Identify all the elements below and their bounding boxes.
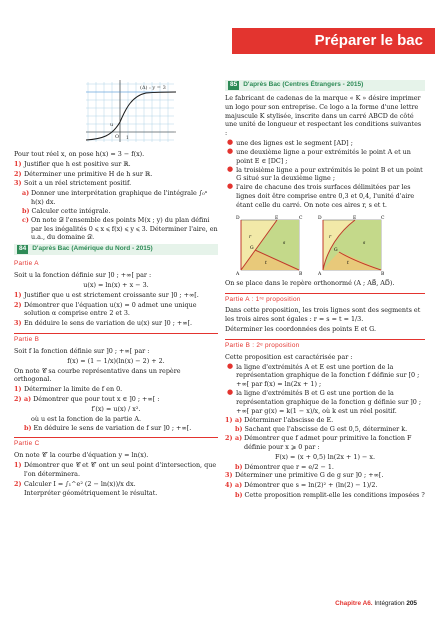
label-G: G (334, 247, 338, 253)
ex85-part-a-text2: Déterminer les coordonnées des points E et G. (225, 325, 377, 334)
intro-q2: Déterminer une primitive H de h sur ℝ. (24, 169, 153, 178)
ex85-part-a-heading: Partie A : 1ʳᵉ proposition (225, 293, 425, 305)
ex85-q1b: Sachant que l'abscisse de G est 0,5, déterminer k. (244, 425, 408, 434)
label-D: D (318, 215, 322, 221)
part-b-formula2: f′(x) = u(x) / x². (91, 404, 141, 413)
page-number: 205 (406, 600, 417, 608)
label-B: B (381, 271, 385, 276)
exercise-title: D'après Bac (Centres Étrangers - 2015) (243, 81, 364, 88)
ex85-q3: Déterminer une primitive G de g sur ]0 ; +∞[. (235, 471, 384, 480)
logo-segments-figure (235, 214, 307, 276)
label-s: s (283, 240, 286, 246)
b-q2b: En déduire le sens de variation de f sur ]0 ; +∞[. (33, 423, 192, 432)
exercise-84-header (14, 244, 218, 255)
logo-curves-figure (317, 214, 389, 276)
ex85-bullet-1: une des lignes est le segment [AD] ; (236, 139, 353, 148)
ex85-text: Le fabricant de cadenas de la marque « K » désire imprimer un logo pour son entreprise. Ce logo a la forme d'une lettre majuscule K stylisée, inscrite dans un carré ABCD de côté une unité de longueur et respectant les conditions suivantes : (225, 93, 422, 138)
c-q1: Démontrer que 𝒞 et 𝒞′ ont un seul point d'intersection, que l'on déterminera. (24, 460, 217, 478)
ex85-q2a: Démontrer que f admet pour primitive la fonction F définie pour x ⩾ 0 par : (244, 434, 412, 451)
ex85-q2-formula: F(x) = (x + 0,5) ln(2x + 1) − x. (275, 452, 375, 461)
part-b-text: Soit f la fonction définie sur ]0 ; +∞[ par : (14, 346, 150, 355)
part-a-formula: u(x) = ln(x) + x − 3. (83, 280, 149, 289)
intro-q1: Justifier que h est positive sur ℝ. (24, 159, 131, 168)
ex85-bullet-3: la troisième ligne a pour extrémités le point B et un point G situé sur la deuxième ligne ; (236, 165, 423, 183)
ex85-part-b-text: Cette proposition est caractérisée par : (225, 352, 353, 361)
ex85-q2b: Démontrer que r = e/2 − 1. (244, 462, 334, 471)
left-column: Pour tout réel x, on pose h(x) = 3 − f(x). 1) Justifier que h est positive sur ℝ. 2) Déterminer une primitive H de h sur ℝ. 3) Soit a un réel strictement positif. a) Donner une interprétation graphique de l'intégrale ∫₀ᵃ h(x) dx. b) Calculer cette intégrale. c) On note 𝒟 l'ensemble des points M(x ; y) du plan défini par les inégalités 0 ⩽ x ⩽ f(x) ⩽ y ⩽ 3. Déterminer l'aire, en u.a., du domaine 𝒟. 84 D'après Bac (Amérique du Nord - 2015) Partie A Soit u la fonction définie sur ]0 ; +∞[ par : u(x) = ln(x) + x − 3. 1) Justifier que u est strictement croissante sur ]0 ; +∞[. 2) Démontrer que l'équation u(x) = 0 admet une unique solution α comprise entre 2 et 3. 3) En déduire le sens de variation de u(x) sur ]0 ; +∞[. Partie B Soit f la fonction définie sur ]0 ; +∞[ par : f(x) = (1 − 1/x)(ln(x) − 2) + 2. On note 𝒞 sa courbe représentative dans un repère orthogonal. 1) Déterminer la limite de f en 0. 2) a) Démontrer que pour tout x ∈ ]0 ; +∞[ : f′(x) = u(x) / x². où u est la fonction de la partie A. b) En déduire le sens de variation de f sur ]0 ; +∞[. Partie C On note 𝒞′ la courbe d'équation y = ln(x). 1) Démontrer que 𝒞 et 𝒞′ ont un seul point d'intersection, que l'on déterminera. 2) Calculer I = ∫₁^e² (2 − ln(x))/x dx. Interpréter géométriquement le résultat. (14, 150, 218, 498)
ex85-b-bullet-2: la ligne d'extrémités B et G est une portion de la représentation graphique de la fonction g définie sur ]0 ; +∞[ par g(x) = k(1 − x)/x, où k est un réel positif. (236, 389, 422, 415)
b-q2a-end: où u est la fonction de la partie A. (31, 414, 142, 423)
part-a-text: Soit u la fonction définie sur ]0 ; +∞[ par : (14, 271, 152, 280)
label-s: s (363, 240, 366, 246)
page-footer (335, 600, 417, 609)
label-D: D (236, 215, 240, 221)
c-q2: Calculer I = ∫₁^e² (2 − ln(x))/x dx. (24, 479, 136, 488)
ex85-part-b-heading: Partie B : 2ᵉ proposition (225, 339, 425, 351)
label-B: B (299, 271, 303, 276)
label-r: r (329, 234, 332, 240)
part-b-formula: f(x) = (1 − 1/x)(ln(x) − 2) + 2. (67, 356, 165, 365)
intro-q3: Soit a un réel strictement positif. (24, 179, 132, 188)
intro-text: Pour tout réel x, on pose h(x) = 3 − f(x). (14, 150, 145, 158)
ex85-bullet-4: l'aire de chacune des trois surfaces délimitées par les lignes doit être comprise entre 0,3 et 0,4, l'unité d'aire étant celle du carré. On note ces aires r, s et t. (236, 183, 415, 209)
function-graph (82, 78, 178, 144)
ex85-b-bullet-1: la ligne d'extrémités A et E est une portion de la représentation graphique de la fonction f définie sur [0 ; +∞[ par f(x) = ln(2x + 1) ; (236, 362, 420, 389)
delta-label: (Δ) : y = 3 (140, 85, 166, 91)
label-E: E (275, 215, 279, 221)
b-q2a: Démontrer que pour tout x ∈ ]0 ; +∞[ : (33, 395, 160, 404)
intro-q3c: On note 𝒟 l'ensemble des points M(x ; y) du plan défini par les inégalités 0 ⩽ x ⩽ f(x) ⩽ y ⩽ 3. Déterminer l'aire, en u.a., du domaine 𝒟. (31, 215, 218, 242)
footer-title: Intégration (374, 600, 405, 608)
b-q1: Déterminer la limite de f en 0. (24, 385, 123, 394)
part-b-text2: On note 𝒞 sa courbe représentative dans un repère orthogonal. (14, 366, 181, 384)
ex85-bullet-2: une deuxième ligne a pour extrémités le point A et un point E ∈ [DC] ; (236, 147, 411, 165)
section-banner: Préparer le bac (232, 28, 435, 54)
exercise-number: 84 (19, 245, 27, 253)
label-C: C (381, 215, 385, 221)
ex85-q4a: Démontrer que s = ln(2)² + (ln(2) − 1)/2. (244, 481, 378, 490)
intro-q3b: Calculer cette intégrale. (31, 206, 111, 215)
a-q3: En déduire le sens de variation de u(x) sur ]0 ; +∞[. (24, 319, 193, 328)
exercise-number: 85 (230, 81, 238, 88)
label-C: C (299, 215, 303, 221)
x-unit-label: 1 (126, 136, 129, 141)
exercise-title: D'après Bac (Amérique du Nord - 2015) (32, 245, 153, 253)
intro-q3a: Donner une interprétation graphique de l'intégrale ∫₀ᵃ h(x) dx. (31, 189, 208, 207)
part-b-heading: Partie B (14, 333, 218, 345)
label-t: t (265, 260, 267, 266)
label-E: E (353, 215, 357, 221)
part-c-text: On note 𝒞′ la courbe d'équation y = ln(x). (14, 451, 149, 460)
part-c-heading: Partie C (14, 437, 218, 449)
exercise-85-header (225, 80, 425, 91)
u-label: u (110, 122, 114, 128)
label-r: r (249, 234, 252, 240)
ex85-q1a: Déterminer l'abscisse de E. (244, 415, 334, 424)
repere-text: On se place dans le repère orthonormé (A ; AB⃗, AD⃗). (225, 278, 395, 287)
label-t: t (347, 260, 349, 266)
ex85-q4b: Cette proposition remplit-elle les conditions imposées ? (244, 491, 425, 500)
part-a-heading: Partie A (14, 260, 39, 268)
c-q2-end: Interpréter géométriquement le résultat. (24, 489, 158, 498)
logo-figures (235, 214, 425, 276)
a-q1: Justifier que u est strictement croissante sur ]0 ; +∞[. (24, 290, 199, 299)
label-G: G (250, 245, 254, 251)
right-column: 85 D'après Bac (Centres Étrangers - 2015) Le fabricant de cadenas de la marque « K » désire imprimer un logo pour son entreprise. Ce logo a la forme d'une lettre majuscule K stylisée, inscrite dans un carré ABCD de côté une unité de longueur et respectant les conditions suivantes : ● une des lignes est le segment [AD] ; ● une deuxième ligne a pour extrémités le point A et un point E ∈ [DC] ; ● la troisième ligne a pour extrémités le point B et un point G situé sur la deuxième ligne ; ● l'aire de chacune des trois surfaces délimitées par les lignes doit être comprise entre 0,3 et 0,4, l'unité d'aire étant celle du carré. On note ces aires r, s et t. D E C A B G r s t D E C A B G r s t On se place dans le repère orthonormé (A ; AB⃗, AD⃗). Partie A : 1ʳᵉ proposition Dans cette proposition, les trois lignes sont des segments et les trois aires sont égales : r = s = t = 1/3. Déterminer les coordonnées des points E et G. Partie B : 2ᵉ proposition Cette proposition est caractérisée par : ● la ligne d'extrémités A et E est une portion de la représentation graphique de la fonction f définie sur [0 ; +∞[ par f(x) = ln(2x + 1) ; ● la ligne d'extrémités B et G est une portion de la représentation graphique de la fonction g définie sur ]0 ; +∞[ par g(x) = k(1 − x)/x, où k est un réel positif. 1) a) Déterminer l'abscisse de E. b) Sachant que l'abscisse de G est 0,5, déterminer k. 2) a) Démontrer que f admet pour primitive la fonction F définie pour x ⩾ 0 par : F(x) = (x + 0,5) ln(2x + 1) − x. b) Démontrer que r = e/2 − 1. 3) Déterminer une primitive G de g sur ]0 ; +∞[. 4) a) Démontrer que s = ln(2)² + (ln(2) − 1)/2. b) Cette proposition remplit-elle les conditions imposées ? (225, 81, 425, 500)
footer-chapter: Chapitre A6. (335, 600, 373, 608)
label-A: A (318, 271, 322, 276)
label-A: A (236, 271, 240, 276)
origin-label: O (115, 134, 120, 140)
a-q2: Démontrer que l'équation u(x) = 0 admet une unique solution α comprise entre 2 et 3. (24, 300, 197, 318)
ex85-part-a-text: Dans cette proposition, les trois lignes sont des segments et les trois aires sont égales : r = s = t = 1/3. (225, 306, 421, 324)
